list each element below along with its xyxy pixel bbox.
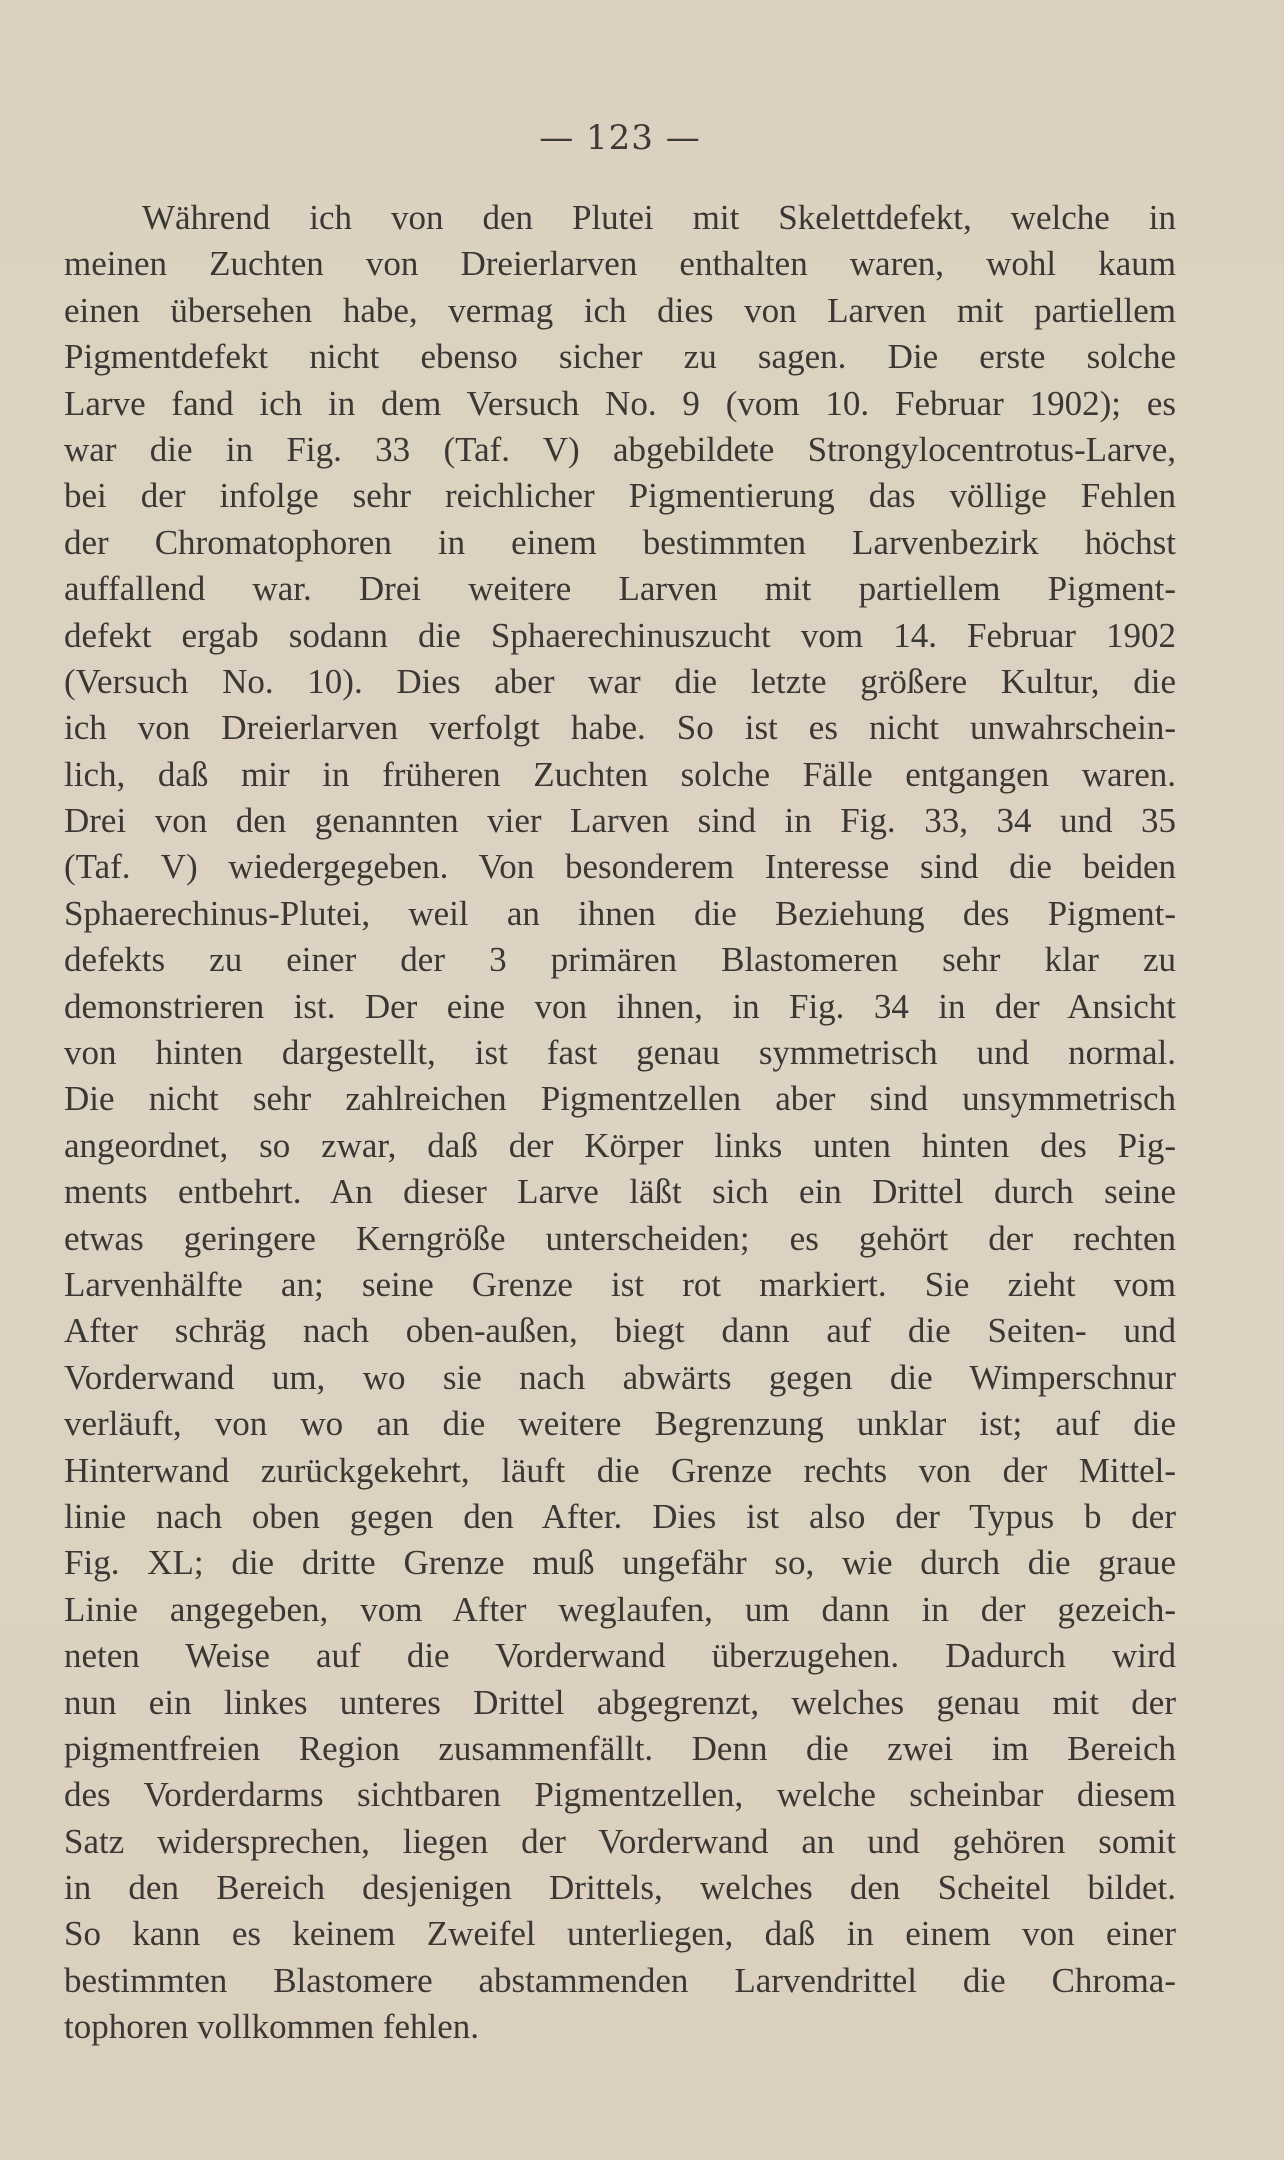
text-line: Fig. XL; die dritte Grenze muß ungefähr so, wie durch die graue (64, 1543, 1176, 1583)
text-line: lich, daß mir in früheren Zuchten solche Fälle entgangen waren. (64, 754, 1176, 794)
text-line: bestimmten Blastomere abstammenden Larvendrittel die Chroma- (64, 1960, 1176, 2000)
text-line: einen übersehen habe, vermag ich dies von Larven mit partiellem (64, 290, 1176, 330)
text-line: von hinten dargestellt, ist fast genau symmetrisch und normal. (64, 1033, 1176, 1073)
text-line: angeordnet, so zwar, daß der Körper links unten hinten des Pig- (64, 1125, 1176, 1165)
text-line: ments entbehrt. An dieser Larve läßt sich ein Drittel durch seine (64, 1172, 1176, 1212)
text-line: nun ein linkes unteres Drittel abgegrenzt, welches genau mit der (64, 1682, 1176, 1722)
text-line: Pigmentdefekt nicht ebenso sicher zu sagen. Die erste solche (64, 337, 1176, 377)
text-line: Larvenhälfte an; seine Grenze ist rot markiert. Sie zieht vom (64, 1264, 1176, 1304)
text-line: Hinterwand zurückgekehrt, läuft die Grenze rechts von der Mittel- (64, 1450, 1176, 1490)
text-line: linie nach oben gegen den After. Dies ist also der Typus b der (64, 1496, 1176, 1536)
text-line: Satz widersprechen, liegen der Vorderwand an und gehören somit (64, 1821, 1176, 1861)
text-line: Die nicht sehr zahlreichen Pigmentzellen aber sind unsymmetrisch (64, 1079, 1176, 1119)
text-line: defekts zu einer der 3 primären Blastomeren sehr klar zu (64, 940, 1176, 980)
text-line: Drei von den genannten vier Larven sind in Fig. 33, 34 und 35 (64, 801, 1176, 841)
text-line: pigmentfreien Region zusammenfällt. Denn die zwei im Bereich (64, 1728, 1176, 1768)
text-line: tophoren vollkommen fehlen. (64, 2007, 480, 2047)
text-line: war die in Fig. 33 (Taf. V) abgebildete Strongylocentrotus-Larve, (64, 429, 1176, 469)
page-number: — 123 — (539, 118, 701, 158)
text-line: Während ich von den Plutei mit Skelettdefekt, welche in (142, 198, 1176, 237)
text-line: Larve fand ich in dem Versuch No. 9 (vom 10. Februar 1902); es (64, 383, 1176, 423)
text-line: auffallend war. Drei weitere Larven mit partiellem Pigment- (64, 569, 1176, 609)
text-line: in den Bereich desjenigen Drittels, welches den Scheitel bildet. (64, 1868, 1176, 1908)
text-line: der Chromatophoren in einem bestimmten Larvenbezirk höchst (64, 522, 1176, 562)
text-line: (Versuch No. 10). Dies aber war die letzte größere Kultur, die (64, 661, 1176, 701)
text-line: defekt ergab sodann die Sphaerechinuszucht vom 14. Februar 1902 (64, 615, 1176, 655)
body-paragraph (64, 195, 1176, 2051)
text-line: Sphaerechinus-Plutei, weil an ihnen die Beziehung des Pigment- (64, 893, 1176, 933)
text-line: Vorderwand um, wo sie nach abwärts gegen die Wimperschnur (64, 1357, 1176, 1397)
text-line: etwas geringere Kerngröße unterscheiden; es gehört der rechten (64, 1218, 1176, 1258)
text-line: ich von Dreierlarven verfolgt habe. So ist es nicht unwahrschein- (64, 708, 1176, 748)
text-line: verläuft, von wo an die weitere Begrenzung unklar ist; auf die (64, 1404, 1176, 1444)
text-line: So kann es keinem Zweifel unterliegen, daß in einem von einer (64, 1914, 1176, 1954)
text-line: After schräg nach oben-außen, biegt dann auf die Seiten- und (64, 1311, 1176, 1351)
text-line: neten Weise auf die Vorderwand überzugehen. Dadurch wird (64, 1636, 1176, 1676)
text-line: des Vorderdarms sichtbaren Pigmentzellen, welche scheinbar diesem (64, 1775, 1176, 1815)
text-line: bei der infolge sehr reichlicher Pigmentierung das völlige Fehlen (64, 476, 1176, 516)
text-line: demonstrieren ist. Der eine von ihnen, in Fig. 34 in der Ansicht (64, 986, 1176, 1026)
text-line: meinen Zuchten von Dreierlarven enthalten waren, wohl kaum (64, 244, 1176, 284)
text-line: Linie angegeben, vom After weglaufen, um dann in der gezeich- (64, 1589, 1176, 1629)
text-line: (Taf. V) wiedergegeben. Von besonderem Interesse sind die beiden (64, 847, 1176, 887)
